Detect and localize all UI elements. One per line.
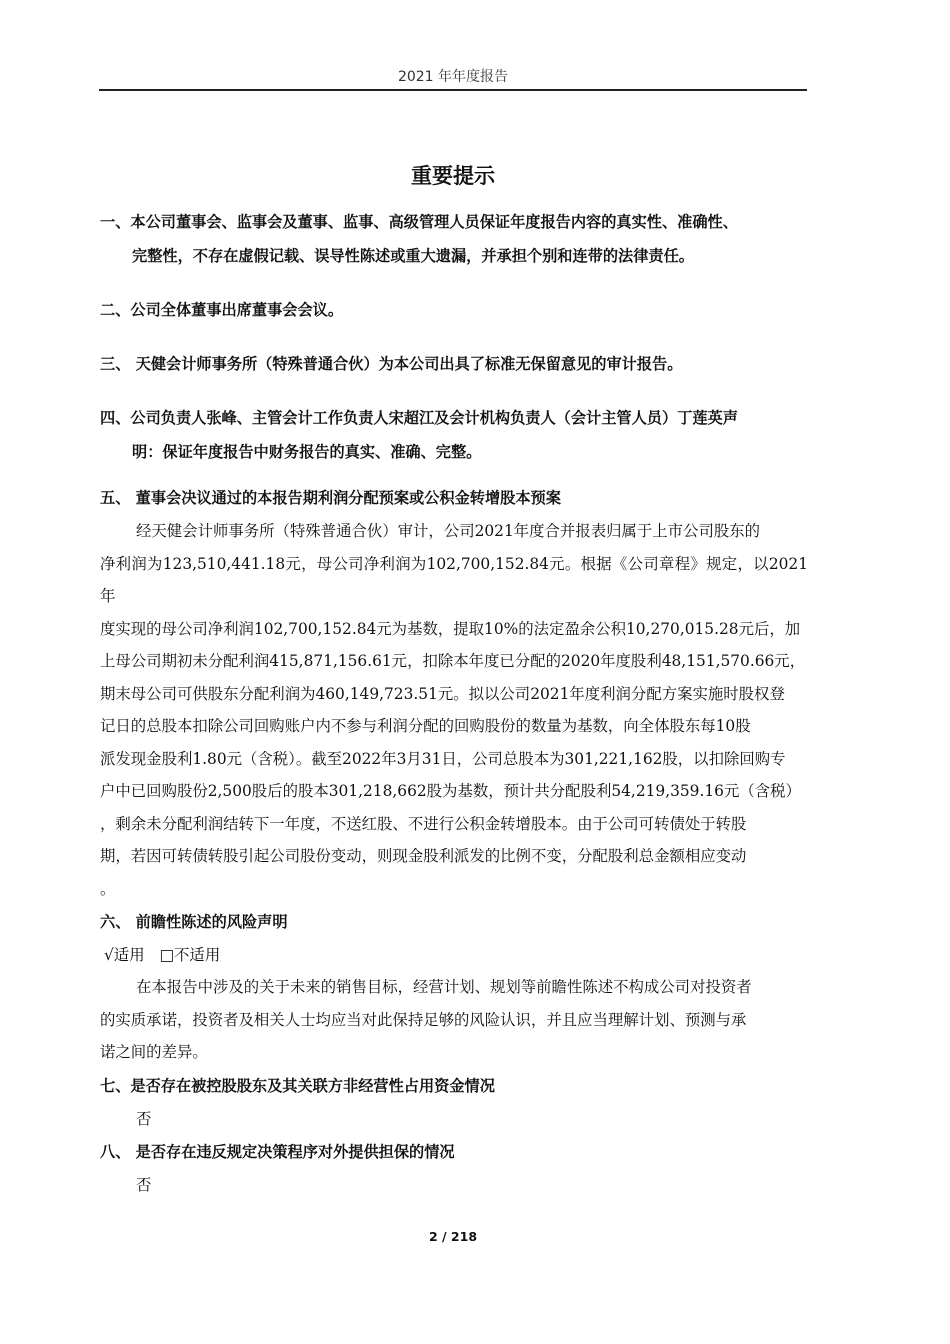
item-4-line-1: 四、公司负责人张峰、主管会计工作负责人宋超江及会计机构负责人（会计主管人员）丁莲英声 <box>100 409 738 427</box>
check-applicable: √适用 <box>104 946 145 964</box>
item-5-line: 。 <box>100 879 116 898</box>
item-5-paragraph <box>100 515 808 905</box>
item-5-line: ，剩余未分配利润结转下一年度，不送红股、不进行公积金转增股本。由于公司可转债处于转股 <box>100 814 747 833</box>
item-7-heading: 七、是否存在被控股股东及其关联方非经营性占用资金情况 <box>100 1076 495 1095</box>
page-number: 2 / 218 <box>428 1229 478 1244</box>
header-divider <box>99 89 807 91</box>
item-4 <box>100 401 808 469</box>
applicability-checks <box>100 939 808 971</box>
report-header: 2021 年年度报告 <box>397 69 509 85</box>
item-5-line: 上母公司期初未分配利润415,871,156.61元，扣除本年度已分配的2020年度股利48,151,570.66元， <box>100 652 806 670</box>
item-4-line-2: 明：保证年度报告中财务报告的真实、准确、完整。 <box>132 443 482 461</box>
page-title: 重要提示 <box>411 164 495 188</box>
document-body <box>100 205 808 1201</box>
item-8-answer: 否 <box>136 1175 152 1194</box>
item-8-heading: 八、 是否存在违反规定决策程序对外提供担保的情况 <box>100 1142 455 1161</box>
item-1 <box>100 205 808 273</box>
item-6-paragraph <box>100 971 808 1069</box>
item-5-line: 期末母公司可供股东分配利润为460,149,723.51元。拟以公司2021年度利润分配方案实施时股权登 <box>100 684 785 703</box>
item-6-line: 诺之间的差异。 <box>100 1043 208 1061</box>
item-5-line: 记日的总股本扣除公司回购账户内不参与利润分配的回购股份的数量为基数，向全体股东每10股 <box>100 717 751 735</box>
item-3: 三、 天健会计师事务所（特殊普通合伙）为本公司出具了标准无保留意见的审计报告。 <box>100 355 683 373</box>
item-6-heading: 六、 前瞻性陈述的风险声明 <box>100 913 288 931</box>
item-1-line-1: 一、本公司董事会、监事会及董事、监事、高级管理人员保证年度报告内容的真实性、准确性、 <box>100 213 738 231</box>
item-5-line: 户中已回购股份2,500股后的股本301,218,662股为基数，预计共分配股利54,219,359.16元（含税） <box>100 782 801 800</box>
item-7-answer: 否 <box>136 1109 152 1128</box>
item-2: 二、公司全体董事出席董事会会议。 <box>100 301 343 319</box>
item-5-line: 期，若因可转债转股引起公司股份变动，则现金股利派发的比例不变，分配股利总金额相应变动 <box>100 847 747 865</box>
item-6-line: 的实质承诺，投资者及相关人士均应当对此保持足够的风险认识，并且应当理解计划、预测与承 <box>100 1010 747 1029</box>
check-not-applicable: □不适用 <box>159 946 221 964</box>
item-6-line: 在本报告中涉及的关于未来的销售目标，经营计划、规划等前瞻性陈述不构成公司对投资者 <box>136 978 752 996</box>
item-1-line-2: 完整性，不存在虚假记载、误导性陈述或重大遗漏，并承担个别和连带的法律责任。 <box>132 247 694 265</box>
item-5-line: 度实现的母公司净利润102,700,152.84元为基数，提取10%的法定盈余公积10,270,015.28元后，加 <box>100 619 801 638</box>
item-5-line: 经天健会计师事务所（特殊普通合伙）审计，公司2021年度合并报表归属于上市公司股东的 <box>136 522 761 540</box>
item-5-line: 净利润为123,510,441.18元，母公司净利润为102,700,152.84元。根据《公司章程》规定，以2021年 <box>100 554 808 605</box>
item-5-heading: 五、 董事会决议通过的本报告期利润分配预案或公积金转增股本预案 <box>100 489 561 507</box>
item-5-line: 派发现金股利1.80元（含税）。截至2022年3月31日，公司总股本为301,221,162股，以扣除回购专 <box>100 749 786 768</box>
